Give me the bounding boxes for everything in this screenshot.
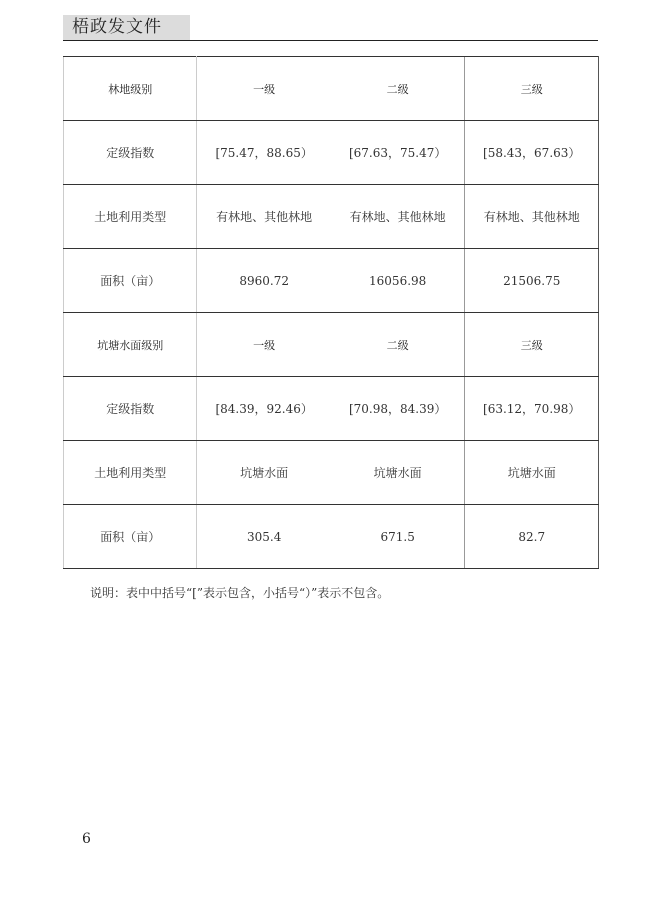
table-cell: [63.12，70.98） bbox=[465, 377, 599, 441]
table-cell: 土地利用类型 bbox=[64, 441, 197, 505]
table-cell: 坑塘水面 bbox=[465, 441, 599, 505]
table-cell: 面积（亩） bbox=[64, 505, 197, 569]
table-cell: 坑塘水面 bbox=[197, 441, 331, 505]
table-row bbox=[64, 185, 599, 249]
table-cell: 面积（亩） bbox=[64, 249, 197, 313]
grading-table bbox=[63, 56, 599, 569]
table-header-row bbox=[64, 313, 599, 377]
table-row bbox=[64, 121, 599, 185]
table-cell: 一级 bbox=[197, 313, 331, 377]
document-header: 梧政发文件 bbox=[63, 15, 190, 40]
table-cell: 有林地、其他林地 bbox=[197, 185, 331, 249]
table-cell: 土地利用类型 bbox=[64, 185, 197, 249]
table-cell: 定级指数 bbox=[64, 121, 197, 185]
table-row bbox=[64, 249, 599, 313]
table-cell: 二级 bbox=[331, 313, 465, 377]
table-row bbox=[64, 505, 599, 569]
header-divider bbox=[63, 40, 598, 41]
table-cell: 16056.98 bbox=[331, 249, 465, 313]
table-cell: [84.39，92.46） bbox=[197, 377, 331, 441]
table-row bbox=[64, 377, 599, 441]
table-cell: 有林地、其他林地 bbox=[465, 185, 599, 249]
table-cell: 坑塘水面 bbox=[331, 441, 465, 505]
table-cell: 305.4 bbox=[197, 505, 331, 569]
table-cell: 21506.75 bbox=[465, 249, 599, 313]
table-cell: 82.7 bbox=[465, 505, 599, 569]
table-cell: 坑塘水面级别 bbox=[64, 313, 197, 377]
table-cell: 林地级别 bbox=[64, 57, 197, 121]
table-cell: 二级 bbox=[331, 57, 465, 121]
table-cell: 有林地、其他林地 bbox=[331, 185, 465, 249]
table-cell: [75.47，88.65） bbox=[197, 121, 331, 185]
table-cell: 671.5 bbox=[331, 505, 465, 569]
table-cell: [70.98，84.39） bbox=[331, 377, 465, 441]
table-header-row bbox=[64, 57, 599, 121]
table-cell: 8960.72 bbox=[197, 249, 331, 313]
table-row bbox=[64, 441, 599, 505]
table-cell: [58.43，67.63） bbox=[465, 121, 599, 185]
table-note: 说明：表中中括号“[”表示包含，小括号“）”表示不包含。 bbox=[90, 586, 390, 600]
table-cell: [67.63，75.47） bbox=[331, 121, 465, 185]
table-cell: 三级 bbox=[465, 313, 599, 377]
table-cell: 三级 bbox=[465, 57, 599, 121]
table-cell: 一级 bbox=[197, 57, 331, 121]
table-cell: 定级指数 bbox=[64, 377, 197, 441]
page-number: 6 bbox=[82, 831, 91, 847]
